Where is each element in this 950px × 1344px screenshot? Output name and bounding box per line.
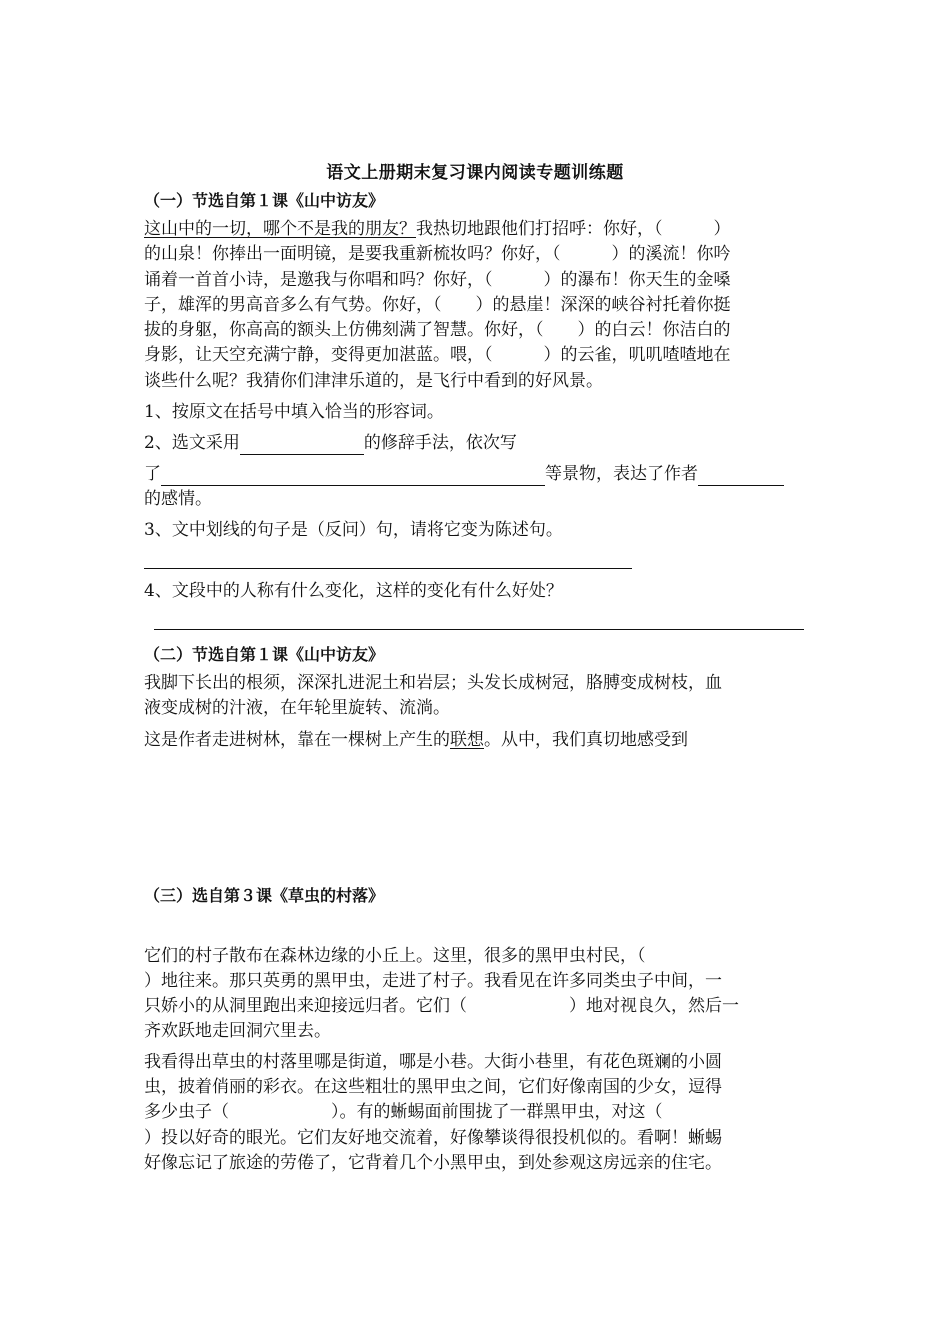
question-2: 2、选文采用 的修辞手法，依次写 [144, 433, 517, 453]
s2-question: 这是作者走进树林，靠在一棵树上产生的联想。从中，我们真切地感受到 [144, 730, 688, 750]
s1-passage-line: 谈些什么呢？我猜你们津津乐道的，是飞行中看到的好风景。 [144, 371, 603, 391]
s2-passage-line: 液变成树的汁液，在年轮里旋转、流淌。 [144, 698, 450, 718]
s3-passage-line: 它们的村子散布在森林边缘的小丘上。这里，很多的黑甲虫村民，（ [144, 946, 646, 966]
s1-passage-line: 这山中的一切，哪个不是我的朋友？我热切地跟他们打招呼：你好，（ ） [144, 219, 731, 239]
question-2-end: 的感情。 [144, 489, 212, 509]
s3-passage-line: 好像忘记了旅途的劳倦了，它背着几个小黑甲虫，到处参观这房远亲的住宅。 [144, 1153, 722, 1173]
s1-passage-line: 拔的身躯，你高高的额头上仿佛刻满了智慧。你好，（ ）的白云！你洁白的 [144, 320, 731, 340]
s1-passage-line: 诵着一首首小诗，是邀我与你唱和吗？你好，（ ）的瀑布！你天生的金嗓 [144, 270, 731, 290]
section3-heading: （三）选自第３课《草虫的村落》 [144, 886, 385, 905]
s2-passage-line: 我脚下长出的根须，深深扎进泥土和岩层；头发长成树冠，胳膊变成树枝，血 [144, 673, 722, 693]
answer-line[interactable] [144, 568, 632, 569]
section2-heading: （二）节选自第１课《山中访友》 [144, 645, 385, 664]
question-2-cont: 了 等景物，表达了作者 [144, 462, 784, 486]
answer-line[interactable] [154, 629, 804, 630]
s1-passage-line: 子，雄浑的男高音多么有气势。你好，（ ）的悬崖！深深的峡谷衬托着你挺 [144, 295, 731, 315]
question-1: 1、按原文在括号中填入恰当的形容词。 [144, 402, 444, 422]
answer-blank[interactable] [698, 467, 784, 486]
section1-heading: （一）节选自第１课《山中访友》 [144, 191, 385, 210]
page-title: 语文上册期末复习课内阅读专题训练题 [326, 163, 624, 183]
answer-blank[interactable] [161, 467, 545, 486]
s3-passage-line: 虫，披着俏丽的彩衣。在这些粗壮的黑甲虫之间，它们好像南国的少女，逗得 [144, 1077, 722, 1097]
s3-passage-line: 只娇小的从洞里跑出来迎接远归者。它们（ ）地对视良久，然后一 [144, 996, 739, 1016]
s3-passage-line: 多少虫子（ ）。有的蜥蜴面前围拢了一群黑甲虫，对这（ [144, 1102, 663, 1122]
s3-passage-line: 齐欢跃地走回洞穴里去。 [144, 1021, 331, 1041]
question-4: 4、文段中的人称有什么变化，这样的变化有什么好处？ [144, 581, 563, 601]
s1-passage-line: 的山泉！你捧出一面明镜，是要我重新梳妆吗？你好，（ ）的溪流！你吟 [144, 244, 731, 264]
answer-blank[interactable] [240, 436, 364, 455]
s3-passage-line: ）投以好奇的眼光。它们友好地交流着，好像攀谈得很投机似的。看啊！蜥蜴 [144, 1128, 722, 1148]
s3-passage-line: 我看得出草虫的村落里哪是街道，哪是小巷。大街小巷里，有花色斑斓的小圆 [144, 1052, 722, 1072]
question-3: 3、文中划线的句子是（反问）句，请将它变为陈述句。 [144, 520, 563, 540]
s1-passage-line: 身影，让天空充满宁静，变得更加湛蓝。喂，（ ）的云雀，叽叽喳喳地在 [144, 345, 731, 365]
s3-passage-line: ）地往来。那只英勇的黑甲虫，走进了村子。我看见在许多同类虫子中间，一 [144, 971, 722, 991]
underlined-sentence: 这山中的一切，哪个不是我的朋友？ [144, 219, 416, 239]
